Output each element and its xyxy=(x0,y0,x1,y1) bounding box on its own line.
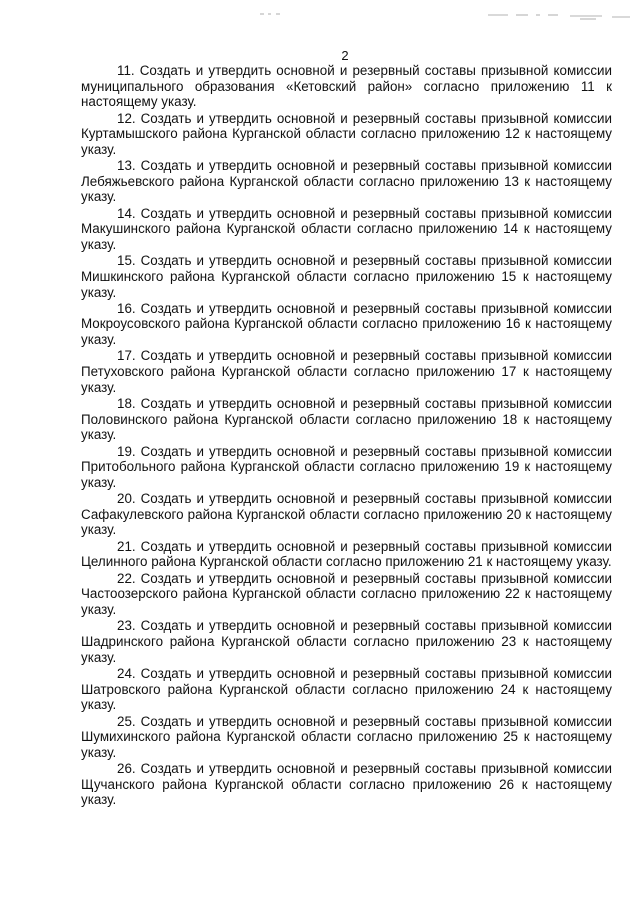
paragraph-item-21: 21. Создать и утвердить основной и резервный составы призывной комиссии Целинного района Курганской области согласно приложению 21 к настоящему указу. xyxy=(81,538,612,570)
paragraph-item-14: 14. Создать и утвердить основной и резервный составы призывной комиссии Макушинского района Курганской области согласно приложению 14 к настоящему указу. xyxy=(81,205,612,252)
page-number: 2 xyxy=(341,48,349,63)
paragraph-item-24: 24. Создать и утвердить основной и резервный составы призывной комиссии Шатровского района Курганской области согласно приложению 24 к настоящему указу. xyxy=(81,665,612,713)
paragraph-item-11: 11. Создать и утвердить основной и резервный составы призывной комиссии муниципального образования «Кетовский район» согласно приложению 11 к настоящему указу. xyxy=(81,63,612,110)
paragraph-item-15: 15. Создать и утвердить основной и резервный составы призывной комиссии Мишкинского района Курганской области согласно приложению 15 к настоящему указу. xyxy=(81,253,612,300)
paragraph-item-13: 13. Создать и утвердить основной и резервный составы призывной комиссии Лебяжьевского района Курганской области согласно приложению 13 к настоящему указу. xyxy=(81,158,612,205)
document-body xyxy=(81,63,612,809)
scan-artifact-marks xyxy=(240,8,640,22)
paragraph-item-17: 17. Создать и утвердить основной и резервный составы призывной комиссии Петуховского района Курганской области согласно приложению 17 к настоящему указу. xyxy=(81,348,612,395)
paragraph-item-25: 25. Создать и утвердить основной и резервный составы призывной комиссии Шумихинского района Курганской области согласно приложению 25 к настоящему указу. xyxy=(81,713,612,760)
paragraph-item-19: 19. Создать и утвердить основной и резервный составы призывной комиссии Притобольного района Курганской области согласно приложению 19 к настоящему указу. xyxy=(81,443,612,490)
paragraph-item-22: 22. Создать и утвердить основной и резервный составы призывной комиссии Частоозерского района Курганской области согласно приложению 22 к настоящему указу. xyxy=(81,570,612,617)
paragraph-item-16: 16. Создать и утвердить основной и резервный составы призывной комиссии Мокроусовского района Курганской области согласно приложению 16 к настоящему указу. xyxy=(81,300,612,348)
paragraph-item-23: 23. Создать и утвердить основной и резервный составы призывной комиссии Шадринского района Курганской области согласно приложению 23 к настоящему указу. xyxy=(81,618,612,665)
paragraph-item-20: 20. Создать и утвердить основной и резервный составы призывной комиссии Сафакулевского района Курганской области согласно приложению 20 к настоящему указу. xyxy=(81,491,612,538)
paragraph-item-18: 18. Создать и утвердить основной и резервный составы призывной комиссии Половинского района Курганской области согласно приложению 18 к настоящему указу. xyxy=(81,396,612,443)
paragraph-item-12: 12. Создать и утвердить основной и резервный составы призывной комиссии Куртамышского района Курганской области согласно приложению 12 к настоящему указу. xyxy=(81,110,612,157)
paragraph-item-26: 26. Создать и утвердить основной и резервный составы призывной комиссии Щучанского района Курганской области согласно приложению 26 к настоящему указу. xyxy=(81,761,612,808)
